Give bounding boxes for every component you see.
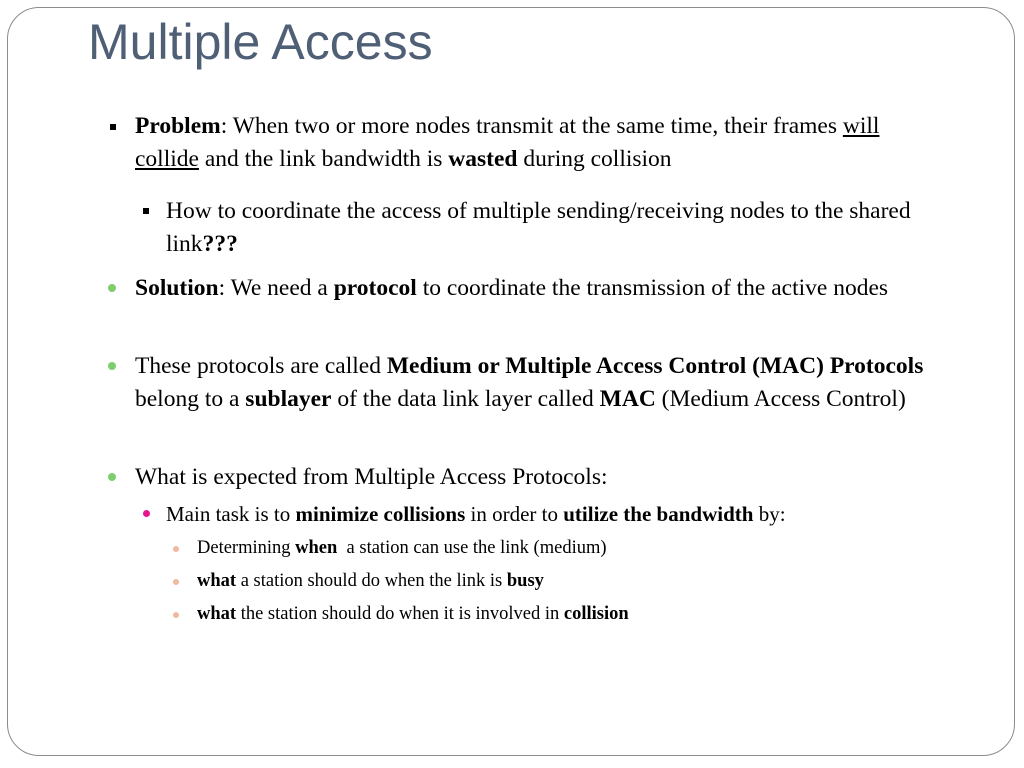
text-bold: Solution xyxy=(135,275,219,301)
green-bullet-icon xyxy=(108,473,116,481)
text-bold: MAC xyxy=(599,386,656,412)
text-bold: when xyxy=(295,538,338,558)
text-bold: sublayer xyxy=(245,386,332,412)
green-bullet-icon xyxy=(108,362,116,370)
text: a station should do when the link is xyxy=(236,571,507,591)
bullet-coordinate xyxy=(166,195,966,261)
text-bold: Problem xyxy=(135,113,221,139)
green-bullet-icon xyxy=(108,284,116,292)
peach-bullet-icon xyxy=(173,546,179,552)
text-bold: what xyxy=(197,571,237,591)
pink-bullet-icon xyxy=(143,510,150,517)
text-bold: utilize the bandwidth xyxy=(563,502,754,526)
text-bold: what xyxy=(197,604,237,624)
bullet-when xyxy=(197,535,957,562)
text-bold: protocol xyxy=(333,275,417,301)
bullet-problem xyxy=(135,110,935,176)
text: belong to a xyxy=(135,386,246,412)
text-bold: collision xyxy=(563,604,629,624)
text-bold: wasted xyxy=(448,146,518,172)
bullet-busy xyxy=(197,568,957,595)
square-bullet-icon xyxy=(110,124,116,130)
text-bold: Medium or Multiple Access Control (MAC) Protocols xyxy=(386,353,924,379)
text: What is expected from Multiple Access Protocols: xyxy=(135,464,608,490)
text-bold: busy xyxy=(506,571,544,591)
text: the station should do when it is involved in xyxy=(236,604,564,624)
text: during collision xyxy=(517,146,672,172)
text: How to coordinate the access of multiple sending/receiving nodes to the shared link xyxy=(166,198,911,257)
text: in order to xyxy=(465,502,564,526)
peach-bullet-icon xyxy=(173,612,179,618)
text: : When two or more nodes transmit at the same time, their frames xyxy=(220,113,843,139)
text: These protocols are called xyxy=(135,353,387,379)
text: Determining xyxy=(197,538,296,558)
bullet-expected xyxy=(135,461,935,494)
text: Main task is to xyxy=(166,502,296,526)
slide-title: Multiple Access xyxy=(88,14,433,70)
square-bullet-icon xyxy=(143,208,149,214)
peach-bullet-icon xyxy=(173,579,179,585)
text: : We need a xyxy=(218,275,334,301)
text: to coordinate the transmission of the active nodes xyxy=(416,275,889,301)
bullet-main-task xyxy=(166,499,966,529)
bullet-mac xyxy=(135,350,925,416)
text-bold: minimize collisions xyxy=(295,502,466,526)
text: a station can use the link (medium) xyxy=(337,538,607,558)
text-underlined: will collide xyxy=(135,113,880,172)
text: by: xyxy=(753,502,786,526)
bullet-solution xyxy=(135,272,935,305)
text-bold: ??? xyxy=(202,231,238,257)
bullet-collision xyxy=(197,601,957,628)
text: and the link bandwidth is xyxy=(198,146,449,172)
text: (Medium Access Control) xyxy=(655,386,906,412)
text: of the data link layer called xyxy=(331,386,600,412)
